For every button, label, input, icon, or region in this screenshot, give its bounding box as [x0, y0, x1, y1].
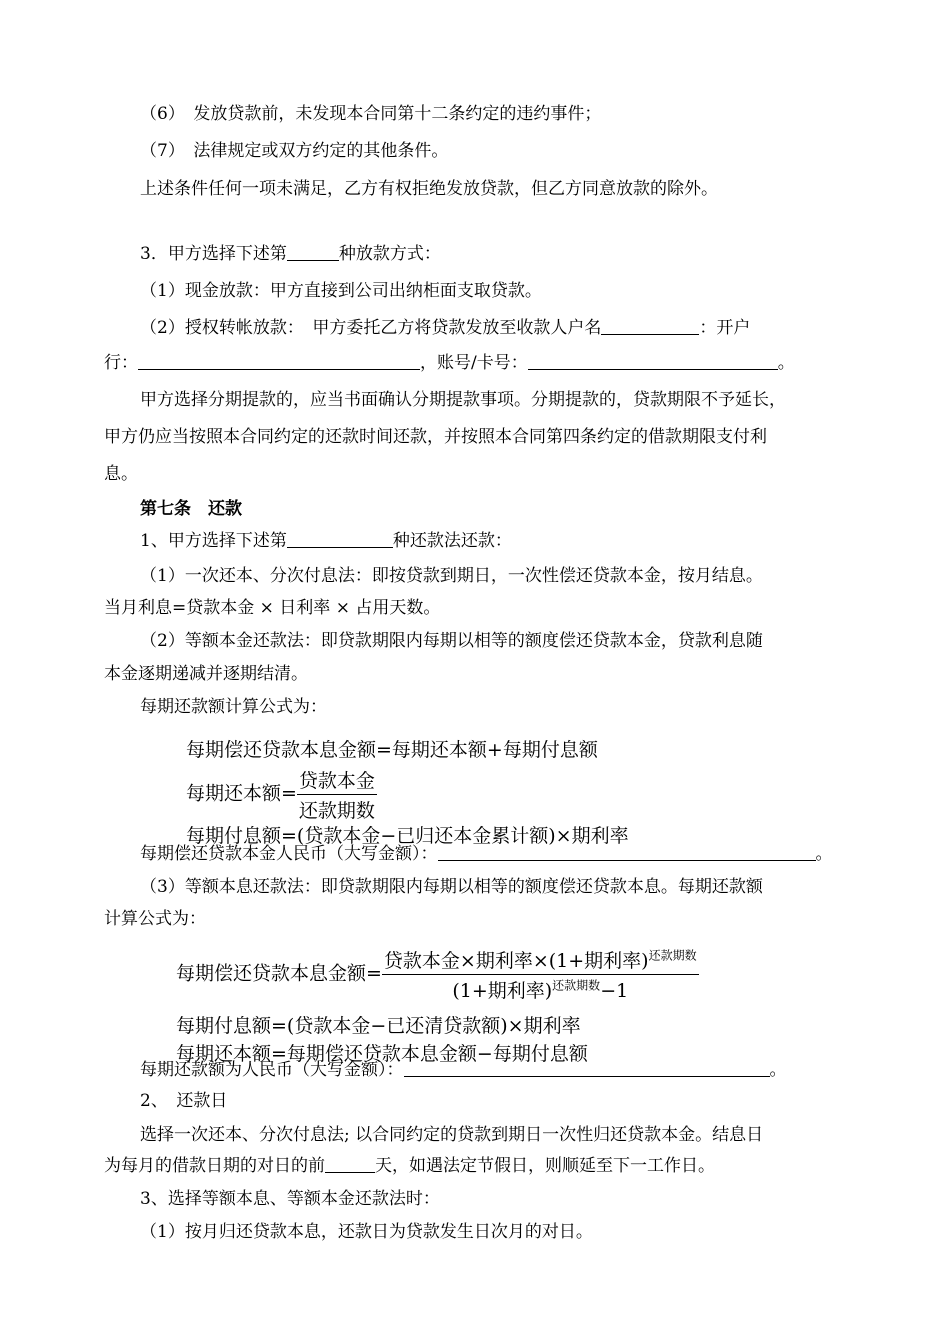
- repayment-day-tail: 天，如遇法定节假日，则顺延至下一工作日。: [375, 1156, 715, 1176]
- repayment-method-tail: 种还款法还款：: [392, 531, 512, 551]
- loan-method-label: 3．甲方选择下述第: [140, 244, 287, 264]
- period-2: 。: [815, 844, 833, 864]
- numerator-text: 贷款本金×期利率×(1+期利率): [383, 950, 649, 972]
- repayment-day-heading: 2、 还款日: [140, 1091, 228, 1111]
- loan-method-label-tail: 种放款方式：: [338, 244, 441, 264]
- condition-7: （7） 法律规定或双方约定的其他条件。: [140, 141, 449, 161]
- formula2-line2: 每期付息额=(贷款本金−已还清贷款额)×期利率: [176, 1015, 581, 1037]
- equal-installment-heading: 3、选择等额本息、等额本金还款法时：: [140, 1189, 440, 1209]
- repayment-day-label: 为每月的借款日期的对日的前: [104, 1156, 325, 1176]
- condition-6: （6） 发放贷款前，未发现本合同第十二条约定的违约事件；: [140, 104, 602, 124]
- formula1-fraction: [297, 766, 377, 823]
- bank-label-2: 行：: [104, 353, 138, 373]
- fraction-numerator: 贷款本金: [297, 766, 377, 795]
- formula2-numerator: [382, 946, 699, 975]
- principal-amount-label: 每期偿还贷款本金人民币（大写金额）：: [140, 844, 438, 864]
- payee-name-blank[interactable]: [601, 318, 699, 335]
- method-3-desc: （3）等额本息还款法：即贷款期限内每期以相等的额度偿还贷款本息。每期还款额: [140, 877, 763, 897]
- formula2-lhs: 每期偿还贷款本息金额=: [176, 962, 382, 985]
- account-number-blank[interactable]: [528, 353, 778, 370]
- equal-installment-rule-1: （1）按月归还贷款本息，还款日为贷款发生日次月的对日。: [140, 1222, 593, 1242]
- formula1-line3: 每期付息额=(贷款本金−已归还本金累计额)×期利率: [186, 825, 629, 847]
- repayment-day-desc-1: 选择一次还本、分次付息法; 以合同约定的贷款到期日一次性归还贷款本金。结息日: [140, 1125, 764, 1145]
- formula2-line3: 每期还本额=每期偿还贷款本息金额−每期付息额: [176, 1043, 588, 1065]
- formula2-denominator: [382, 975, 699, 1003]
- method-1-desc: （1）一次还本、分次付息法：即按贷款到期日，一次性偿还贷款本金，按月结息。: [140, 566, 763, 586]
- transfer-disbursement: [140, 317, 750, 339]
- method-2-desc: （2）等额本金还款法：即贷款期限内每期以相等的额度偿还贷款本金，贷款利息随: [140, 631, 763, 651]
- installment-note-1: 甲方选择分期提款的，应当书面确认分期提款事项。分期提款的，贷款期限不予延长，: [140, 390, 786, 410]
- repayment-amount-line: [140, 1059, 787, 1081]
- formula1-line2: [186, 766, 377, 823]
- principal-amount-line: [140, 843, 833, 865]
- repayment-day-desc-2: [104, 1155, 715, 1177]
- cash-disbursement: （1）现金放款：甲方直接到公司出纳柜面支取贷款。: [140, 281, 542, 301]
- period: 。: [777, 353, 795, 373]
- monthly-interest-formula: 当月利息=贷款本金 × 日利率 × 占用天数。: [104, 598, 441, 618]
- formula-intro-2: 计算公式为：: [104, 909, 206, 929]
- numerator-exponent: 还款期数: [648, 948, 697, 963]
- repayment-amount-label: 每期还款额为人民币（大写金额）：: [140, 1060, 404, 1080]
- installment-note-2: 甲方仍应当按照本合同约定的还款时间还款，并按照本合同第四条约定的借款期限支付利: [104, 427, 767, 447]
- denominator-text: (1+期利率): [452, 980, 553, 1002]
- loan-method-blank[interactable]: [287, 244, 339, 261]
- bank-label: ：开户: [699, 318, 751, 338]
- days-before-blank[interactable]: [325, 1156, 375, 1173]
- formula1-lhs: 每期还本额=: [186, 782, 297, 805]
- formula1-line1: 每期偿还贷款本息金额=每期还本额+每期付息额: [186, 739, 598, 761]
- account-label: ，账号/卡号：: [420, 353, 528, 373]
- installment-note-3: 息。: [104, 464, 138, 484]
- denominator-exponent: 还款期数: [552, 978, 601, 993]
- article-7-heading: 第七条 还款: [140, 499, 242, 519]
- bank-name-blank[interactable]: [138, 353, 420, 370]
- transfer-text: （2）授权转帐放款： 甲方委托乙方将贷款发放至收款人户名: [140, 318, 602, 338]
- period-3: 。: [769, 1060, 787, 1080]
- repayment-method-choice: [140, 530, 512, 552]
- formula-intro-1: 每期还款额计算公式为：: [140, 697, 327, 717]
- repayment-method-blank[interactable]: [287, 531, 393, 548]
- repayment-method-label: 1、甲方选择下述第: [140, 531, 287, 551]
- conditions-note: 上述条件任何一项未满足，乙方有权拒绝发放贷款，但乙方同意放款的除外。: [140, 179, 718, 199]
- fraction-denominator: 还款期数: [298, 800, 375, 822]
- principal-amount-blank[interactable]: [438, 844, 816, 861]
- repayment-amount-blank[interactable]: [404, 1060, 770, 1077]
- loan-method-choice: [140, 243, 441, 265]
- denominator-tail: −1: [600, 980, 629, 1002]
- formula2-fraction: [382, 946, 699, 1003]
- bank-account-line: [104, 352, 795, 374]
- method-2-desc-2: 本金逐期递减并逐期结清。: [104, 664, 308, 684]
- formula2-line1: [176, 946, 699, 1003]
